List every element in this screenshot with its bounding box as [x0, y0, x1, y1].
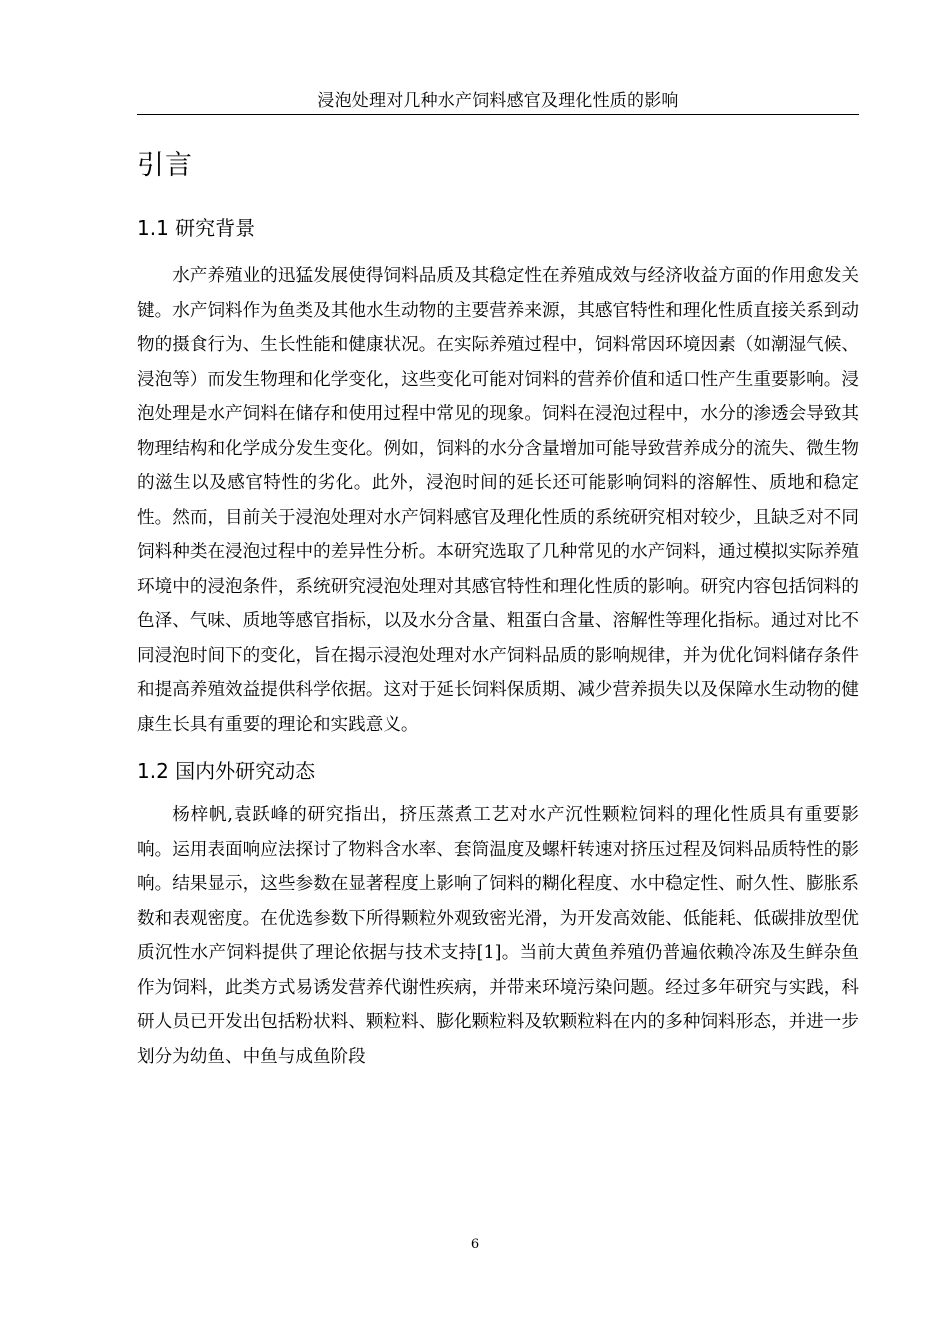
section-title-research-status: 1.2 国内外研究动态: [137, 759, 316, 783]
page-content: [137, 140, 859, 1074]
paragraph-research-status: 杨梓帆,袁跃峰的研究指出，挤压蒸煮工艺对水产沉性颗粒饲料的理化性质具有重要影响。运用表面响应法探讨了物料含水率、套筒温度及螺杆转速对挤压过程及饲料品质特性的影响。结果显示，这些参数在显著程度上影响了饲料的糊化程度、水中稳定性、耐久性、膨胀系数和表观密度。在优选参数下所得颗粒外观致密光滑，为开发高效能、低能耗、低碳排放型优质沉性水产饲料提供了理论依据与技术支持[1]。当前大黄鱼养殖仍普遍依赖冷冻及生鲜杂鱼作为饲料，此类方式易诱发营养代谢性疾病，并带来环境污染问题。经过多年研究与实践，科研人员已开发出包括粉状料、颗粒料、膨化颗粒料及软颗粒料在内的多种饲料形态，并进一步划分为幼鱼、中鱼与成鱼阶段: [137, 805, 859, 1067]
page-number: 6: [470, 1237, 480, 1252]
running-header: 浸泡处理对几种水产饲料感官及理化性质的影响: [137, 90, 859, 115]
paragraph-background: 水产养殖业的迅猛发展使得饲料品质及其稳定性在养殖成效与经济收益方面的作用愈发关键。水产饲料作为鱼类及其他水生动物的主要营养来源，其感官特性和理化性质直接关系到动物的摄食行为、生长性能和健康状况。在实际养殖过程中，饲料常因环境因素（如潮湿气候、浸泡等）而发生物理和化学变化，这些变化可能对饲料的营养价值和适口性产生重要影响。浸泡处理是水产饲料在储存和使用过程中常见的现象。饲料在浸泡过程中，水分的渗透会导致其物理结构和化学成分发生变化。例如，饲料的水分含量增加可能导致营养成分的流失、微生物的滋生以及感官特性的劣化。此外，浸泡时间的延长还可能影响饲料的溶解性、质地和稳定性。然而，目前关于浸泡处理对水产饲料感官及理化性质的系统研究相对较少，且缺乏对不同饲料种类在浸泡过程中的差异性分析。本研究选取了几种常见的水产饲料，通过模拟实际养殖环境中的浸泡条件，系统研究浸泡处理对其感官特性和理化性质的影响。研究内容包括饲料的色泽、气味、质地等感官指标，以及水分含量、粗蛋白含量、溶解性等理化指标。通过对比不同浸泡时间下的变化，旨在揭示浸泡处理对水产饲料品质的影响规律，并为优化饲料储存条件和提高养殖效益提供科学依据。这对于延长饲料保质期、减少营养损失以及保障水生动物的健康生长具有重要的理论和实践意义。: [137, 266, 859, 735]
chapter-title: 引言: [137, 150, 193, 181]
section-title-background: 1.1 研究背景: [137, 216, 256, 240]
